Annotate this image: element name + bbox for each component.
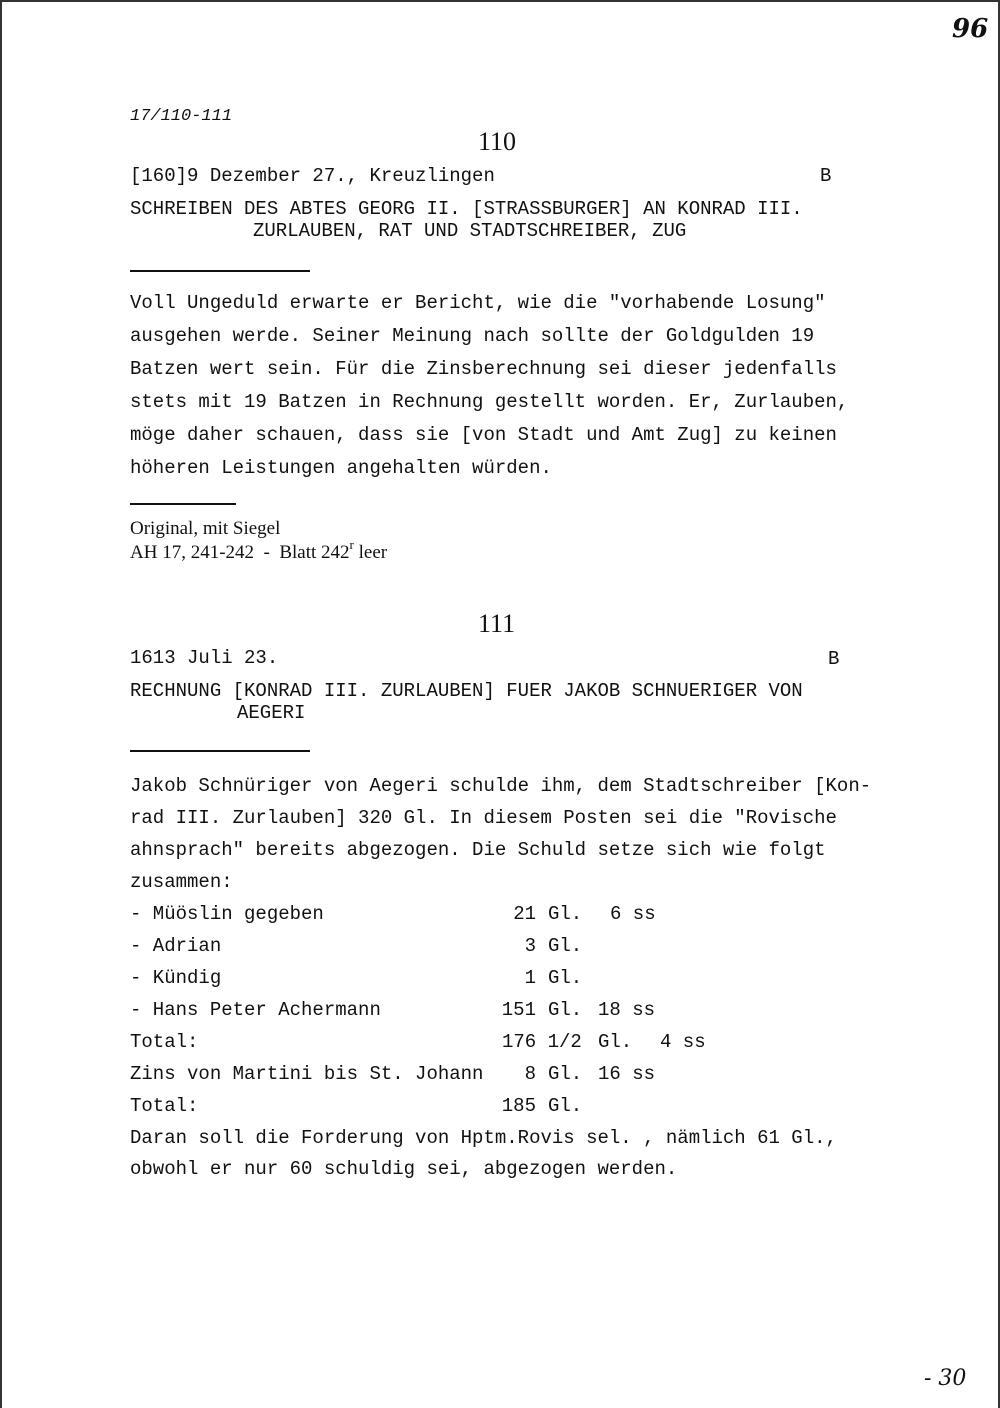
source-reference-main: AH 17, 241-242 - Blatt 242 <box>130 542 350 563</box>
body-line: Jakob Schnüriger von Aegeri schulde ihm, dem Stadtschreiber [Kon- <box>130 775 872 797</box>
account-label: - Kündig <box>130 967 222 989</box>
account-amount: 176 1/2 <box>502 1031 582 1053</box>
scan-border-top <box>0 0 1000 2</box>
entry-type-mark: B <box>828 648 840 670</box>
account-unit: Gl. <box>548 967 583 989</box>
account-amount: 185 <box>501 1095 536 1117</box>
body-line: ahnsprach" bereits abgezogen. Die Schuld setze sich wie folgt <box>130 839 826 861</box>
scan-border-left <box>0 0 2 1408</box>
body-line: stets mit 19 Batzen in Rechnung gestellt worden. Er, Zurlauben, <box>130 391 849 413</box>
entry-title-line: SCHREIBEN DES ABTES GEORG II. [STRASSBURGER] AN KONRAD III. <box>130 198 803 220</box>
entry-number: 111 <box>478 609 516 638</box>
body-line: rad III. Zurlauben] 320 Gl. In diesem Posten sei die "Rovische <box>130 807 837 829</box>
separator-rule <box>130 503 236 505</box>
source-note: Original, mit Siegel <box>130 518 281 539</box>
body-line: ausgehen werde. Seiner Meinung nach sollte der Goldgulden 19 <box>130 325 815 347</box>
entry-title-line: ZURLAUBEN, RAT UND STADTSCHREIBER, ZUG <box>253 220 687 242</box>
body-line: höheren Leistungen angehalten würden. <box>130 457 552 479</box>
account-unit: Gl. <box>598 1031 633 1053</box>
account-extra: 4 ss <box>660 1031 706 1053</box>
account-amount: 8 <box>524 1063 536 1085</box>
account-unit: Gl. <box>548 903 583 925</box>
closing-line: Daran soll die Forderung von Hptm.Rovis sel. , nämlich 61 Gl., <box>130 1127 837 1149</box>
separator-rule <box>130 750 310 752</box>
account-amount: 3 <box>524 935 536 957</box>
account-unit: Gl. <box>548 1063 583 1085</box>
account-label: - Hans Peter Achermann <box>130 999 381 1021</box>
folio-superscript: r <box>349 537 354 552</box>
account-amount: 21 <box>513 903 536 925</box>
entry-date-place: [160]9 Dezember 27., Kreuzlingen <box>130 165 495 187</box>
archive-reference: 17/110-111 <box>130 107 233 126</box>
account-label: Total: <box>130 1095 199 1117</box>
account-label: - Adrian <box>130 935 222 957</box>
account-extra: 16 ss <box>598 1063 656 1085</box>
entry-title-line: AEGERI <box>237 702 306 724</box>
separator-rule <box>130 270 310 272</box>
handwritten-folio-mark: - 30 <box>924 1366 967 1391</box>
account-label: - Müöslin gegeben <box>130 903 324 925</box>
account-unit: Gl. <box>548 1095 583 1117</box>
source-reference <box>130 537 388 564</box>
source-reference-tail: leer <box>353 542 388 563</box>
entry-type-mark: B <box>820 165 832 187</box>
account-amount: 151 <box>501 999 536 1021</box>
account-unit: Gl. <box>548 999 583 1021</box>
closing-line: obwohl er nur 60 schuldig sei, abgezogen werden. <box>130 1158 678 1180</box>
entry-title-line: RECHNUNG [KONRAD III. ZURLAUBEN] FUER JAKOB SCHNUERIGER VON <box>130 680 803 702</box>
body-line: zusammen: <box>130 871 233 893</box>
account-extra: 6 ss <box>610 903 656 925</box>
body-line: Batzen wert sein. Für die Zinsberechnung sei dieser jedenfalls <box>130 358 837 380</box>
account-label: Zins von Martini bis St. Johann <box>130 1063 484 1085</box>
entry-date-place: 1613 Juli 23. <box>130 647 279 669</box>
account-unit: Gl. <box>548 935 583 957</box>
entry-number: 110 <box>478 127 517 156</box>
account-amount: 1 <box>524 967 536 989</box>
page-stamp: 96 <box>952 14 989 44</box>
body-line: möge daher schauen, dass sie [von Stadt und Amt Zug] zu keinen <box>130 424 837 446</box>
account-extra: 18 ss <box>598 999 656 1021</box>
account-label: Total: <box>130 1031 199 1053</box>
body-line: Voll Ungeduld erwarte er Bericht, wie die "vorhabende Losung" <box>130 292 826 314</box>
